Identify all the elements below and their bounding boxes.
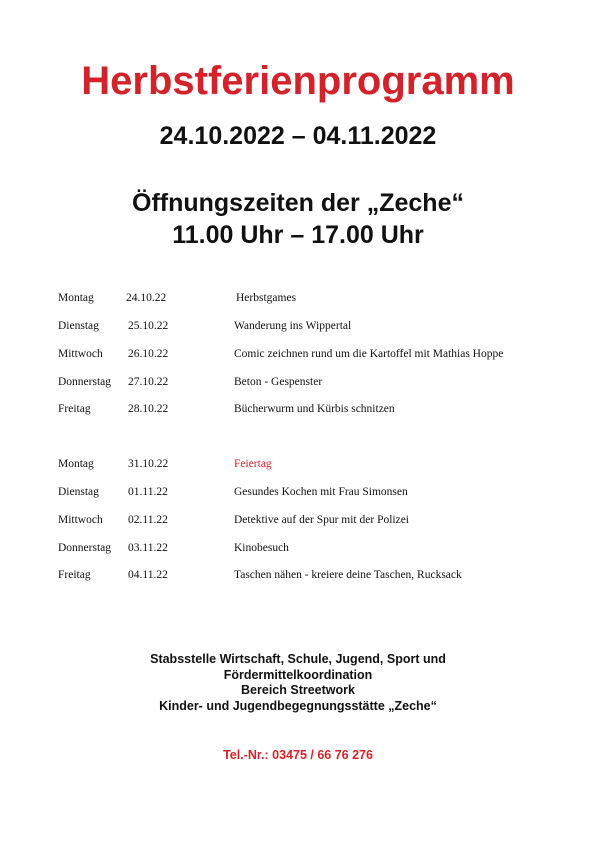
schedule-activity: Gesundes Kochen mit Frau Simonsen [234, 486, 408, 498]
phone-number: Tel.-Nr.: 03475 / 66 76 276 [223, 748, 373, 762]
schedule-date: 26.10.22 [128, 348, 169, 360]
schedule-date: 04.11.22 [128, 569, 168, 581]
schedule-day: Mittwoch [58, 514, 103, 526]
schedule-day: Dienstag [58, 486, 99, 498]
schedule-day: Donnerstag [58, 542, 112, 554]
schedule-date: 03.11.22 [128, 542, 168, 554]
schedule-date: 28.10.22 [128, 403, 169, 415]
organization-line: Bereich Streetwork [241, 683, 355, 697]
schedule-day: Montag [58, 458, 94, 470]
schedule-date: 01.11.22 [128, 486, 168, 498]
schedule-day: Montag [58, 292, 94, 304]
schedule-day: Dienstag [58, 320, 99, 332]
organization-line: Stabsstelle Wirtschaft, Schule, Jugend, Sport und [150, 652, 446, 666]
organization-line: Fördermittelkoordination [223, 667, 373, 682]
schedule-day: Donnerstag [58, 376, 112, 388]
page-title: Herbstferienprogramm [81, 59, 515, 103]
opening-hours-time: 11.00 Uhr – 17.00 Uhr [172, 221, 424, 249]
schedule-activity: Detektive auf der Spur mit der Polizei [234, 514, 410, 526]
schedule-activity: Comic zeichnen rund um die Kartoffel mit Mathias Hoppe [234, 348, 504, 360]
schedule-date: 25.10.22 [128, 320, 169, 332]
schedule-activity: Herbstgames [236, 292, 297, 304]
schedule-activity: Beton - Gespenster [234, 376, 323, 388]
schedule-day: Freitag [58, 569, 91, 581]
schedule-day: Freitag [58, 403, 91, 415]
schedule-activity: Wanderung ins Wippertal [234, 320, 352, 332]
schedule-activity: Kinobesuch [234, 542, 289, 554]
schedule-date: 31.10.22 [128, 458, 169, 470]
organization-line: Kinder- und Jugendbegegnungsstätte „Zeche“ [159, 698, 437, 713]
schedule-activity: Taschen nähen - kreiere deine Taschen, Rucksack [234, 569, 462, 581]
schedule-date: 02.11.22 [128, 514, 168, 526]
organization-block [0, 652, 596, 714]
schedule-date: 27.10.22 [128, 376, 169, 388]
schedule-activity: Bücherwurm und Kürbis schnitzen [234, 403, 395, 415]
date-range: 24.10.2022 – 04.11.2022 [159, 122, 437, 150]
schedule-date: 24.10.22 [126, 292, 167, 304]
schedule-day: Mittwoch [58, 348, 103, 360]
holiday-label: Feiertag [234, 458, 272, 470]
opening-hours-heading: Öffnungszeiten der „Zeche“ [132, 189, 464, 217]
